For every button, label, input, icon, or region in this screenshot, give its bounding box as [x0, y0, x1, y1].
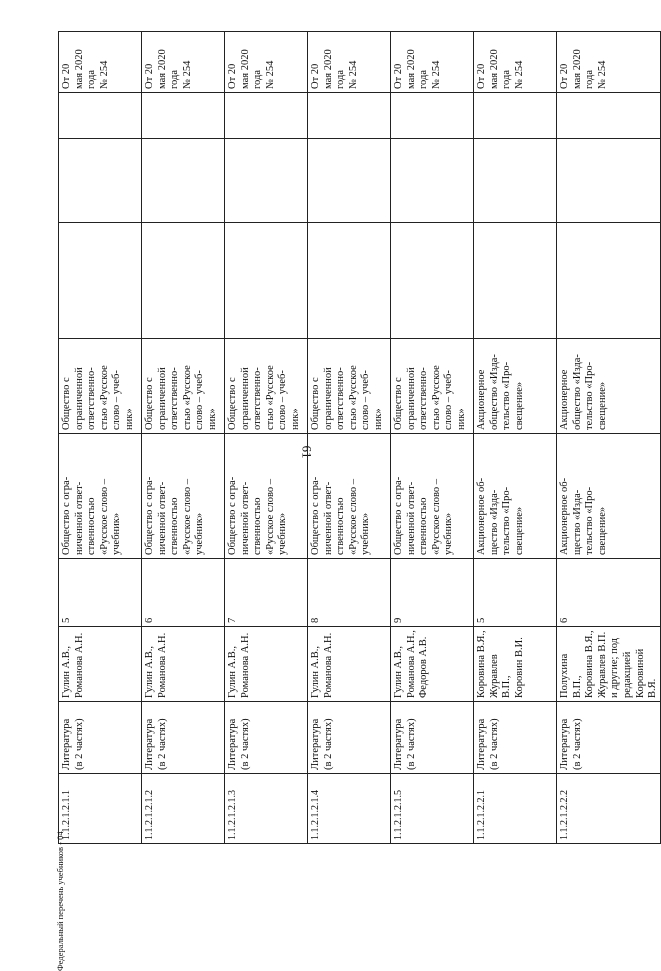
empty-cell: [142, 223, 225, 339]
empty-cell: [474, 93, 557, 139]
empty-cell: [308, 93, 391, 139]
empty-cell: [391, 139, 474, 223]
table-row: [59, 32, 142, 844]
empty-cell: [142, 139, 225, 223]
order-cell: От 20 мая 2020 года № 254: [308, 32, 391, 93]
empty-cell: [557, 139, 661, 223]
empty-cell: [391, 223, 474, 339]
row-code: 1.1.2.1.2.2.2: [557, 774, 661, 844]
row-code: 1.1.2.1.2.2.1: [474, 774, 557, 844]
publisher-cell: Акционерное об- щество «Изда- тельство «Про- свещение»: [474, 434, 557, 559]
publisher-cell: Общество с огра- ниченной ответ- ственностью «Русское слово – учебник»: [59, 434, 142, 559]
grade-cell: 8: [308, 559, 391, 627]
empty-cell: [557, 223, 661, 339]
table-row: [225, 32, 308, 844]
row-code: 1.1.2.1.2.1.1: [59, 774, 142, 844]
row-code: 1.1.2.1.2.1.2: [142, 774, 225, 844]
empty-cell: [391, 93, 474, 139]
row-code: 1.1.2.1.2.1.4: [308, 774, 391, 844]
authors-cell: Коровина В.Я., Журавлев В.П., Коровин В.И.: [474, 627, 557, 702]
rights-holder-cell: Общество с ограниченной ответственно- стью «Русское слово – учеб- ник»: [391, 339, 474, 434]
textbook-table: [58, 31, 661, 844]
textbook-table-rotated: [58, 32, 659, 844]
empty-cell: [59, 139, 142, 223]
row-code: 1.1.2.1.2.1.5: [391, 774, 474, 844]
rights-holder-cell: Акционерное общество «Изда- тельство «Про- свещение»: [474, 339, 557, 434]
empty-cell: [59, 93, 142, 139]
empty-cell: [59, 223, 142, 339]
subject-cell: Литература (в 2 частях): [59, 702, 142, 774]
grade-cell: 6: [142, 559, 225, 627]
rights-holder-cell: Общество с ограниченной ответственно- стью «Русское слово – учеб- ник»: [225, 339, 308, 434]
order-cell: От 20 мая 2020 года № 254: [59, 32, 142, 93]
grade-cell: 7: [225, 559, 308, 627]
publisher-cell: Акционерное об- щество «Изда- тельство «Про- свещение»: [557, 434, 661, 559]
empty-cell: [225, 93, 308, 139]
table-row: [308, 32, 391, 844]
empty-cell: [225, 223, 308, 339]
order-cell: От 20 мая 2020 года № 254: [391, 32, 474, 93]
publisher-cell: Общество с огра- ниченной ответ- ственностью «Русское слово – учебник»: [225, 434, 308, 559]
rights-holder-cell: Общество с ограниченной ответственно- стью «Русское слово – учеб- ник»: [308, 339, 391, 434]
authors-cell: Гулин А.В., Романова А.Н.: [225, 627, 308, 702]
subject-cell: Литература (в 2 частях): [557, 702, 661, 774]
subject-cell: Литература (в 2 частях): [142, 702, 225, 774]
page-footer: Федеральный перечень учебников - 04: [55, 831, 65, 971]
empty-cell: [308, 139, 391, 223]
authors-cell: Гулин А.В., Романова А.Н.: [59, 627, 142, 702]
publisher-cell: Общество с огра- ниченной ответ- ственностью «Русское слово – учебник»: [308, 434, 391, 559]
table-row: [557, 32, 661, 844]
grade-cell: 5: [59, 559, 142, 627]
authors-cell: Полухина В.П., Коровина В.Я., Журавлев В.П. и другие; под редакцией Коровиной В.Я.: [557, 627, 661, 702]
order-cell: От 20 мая 2020 года № 254: [225, 32, 308, 93]
page-number: 61: [299, 445, 315, 459]
subject-cell: Литература (в 2 частях): [225, 702, 308, 774]
order-cell: От 20 мая 2020 года № 254: [474, 32, 557, 93]
authors-cell: Гулин А.В., Романова А.Н., Федоров А.В.: [391, 627, 474, 702]
authors-cell: Гулин А.В., Романова А.Н.: [308, 627, 391, 702]
rights-holder-cell: Общество с ограниченной ответственно- стью «Русское слово – учеб- ник»: [59, 339, 142, 434]
order-cell: От 20 мая 2020 года № 254: [142, 32, 225, 93]
authors-cell: Гулин А.В., Романова А.Н.: [142, 627, 225, 702]
rights-holder-cell: Общество с ограниченной ответственно- стью «Русское слово – учеб- ник»: [142, 339, 225, 434]
empty-cell: [474, 223, 557, 339]
table-row: [142, 32, 225, 844]
grade-cell: 5: [474, 559, 557, 627]
rights-holder-cell: Акционерное общество «Изда- тельство «Про- свещение»: [557, 339, 661, 434]
table-row: [474, 32, 557, 844]
table-row: [391, 32, 474, 844]
subject-cell: Литература (в 2 частях): [391, 702, 474, 774]
subject-cell: Литература (в 2 частях): [308, 702, 391, 774]
subject-cell: Литература (в 2 частях): [474, 702, 557, 774]
publisher-cell: Общество с огра- ниченной ответ- ственностью «Русское слово – учебник»: [391, 434, 474, 559]
order-cell: От 20 мая 2020 года № 254: [557, 32, 661, 93]
empty-cell: [225, 139, 308, 223]
row-code: 1.1.2.1.2.1.3: [225, 774, 308, 844]
empty-cell: [308, 223, 391, 339]
grade-cell: 9: [391, 559, 474, 627]
empty-cell: [474, 139, 557, 223]
publisher-cell: Общество с огра- ниченной ответ- ственностью «Русское слово – учебник»: [142, 434, 225, 559]
empty-cell: [557, 93, 661, 139]
grade-cell: 6: [557, 559, 661, 627]
empty-cell: [142, 93, 225, 139]
